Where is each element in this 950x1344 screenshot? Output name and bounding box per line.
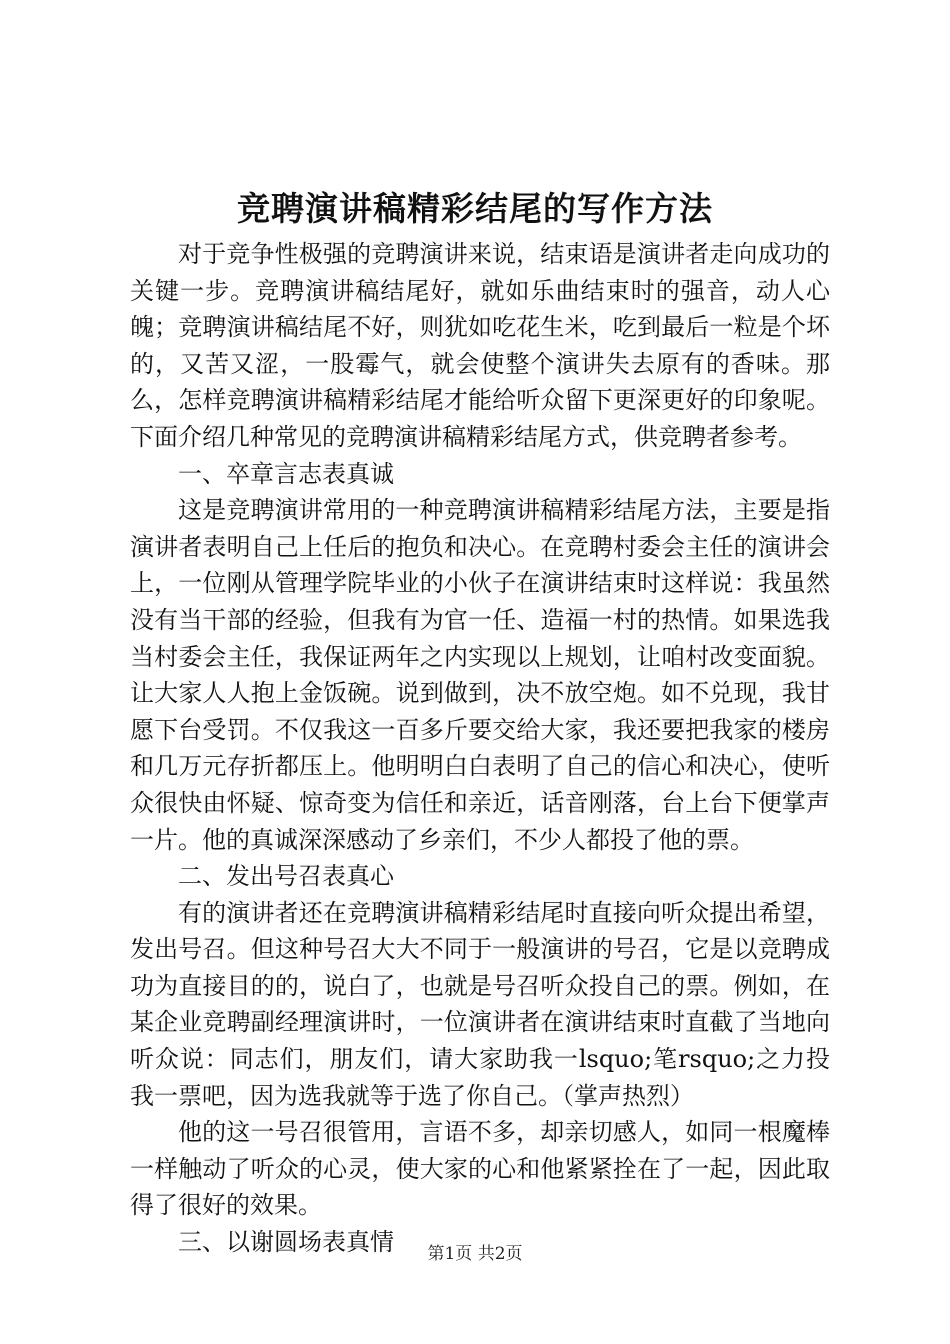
- paragraph-section-2: 有的演讲者还在竞聘演讲稿精彩结尾时直接向听众提出希望，发出号召。但这种号召大大不同于一般演讲的号召，它是以竞聘成功为直接目的的，说白了，也就是号召听众投自己的票。例如，在某企业竞聘副经理演讲时，一位演讲者在演讲结束时直截了当地向听众说：同志们，朋友们，请大家助我一lsquo;笔rsquo;之力投我一票吧，因为选我就等于选了你自己。（掌声热烈）: [130, 898, 830, 1110]
- document-title: 竞聘演讲稿精彩结尾的写作方法: [237, 189, 713, 228]
- paragraph-section-2-followup: 他的这一号召很管用，言语不多，却亲切感人，如同一根魔棒一样触动了听众的心灵，使大家的心和他紧紧拴在了一起，因此取得了很好的效果。: [130, 1118, 830, 1220]
- page-footer: 第1页 共2页: [427, 1244, 523, 1264]
- section-heading-2: 二、发出号召表真心: [178, 862, 394, 891]
- section-heading-1: 一、卒章言志表真诚: [178, 459, 394, 488]
- document-body: [130, 236, 830, 1261]
- paragraph-section-1: 这是竞聘演讲常用的一种竞聘演讲稿精彩结尾方法，主要是指演讲者表明自己上任后的抱负和决心。在竞聘村委会主任的演讲会上，一位刚从管理学院毕业的小伙子在演讲结束时这样说：我虽然没有当干部的经验，但我有为官一任、造福一村的热情。如果选我当村委会主任，我保证两年之内实现以上规划，让咱村改变面貌。让大家人人抱上金饭碗。说到做到，决不放空炮。如不兑现，我甘愿下台受罚。不仅我这一百多斤要交给大家，我还要把我家的楼房和几万元存折都压上。他明明白白表明了自己的信心和决心，使听众很快由怀疑、惊奇变为信任和亲近，话音刚落，台上台下便掌声一片。他的真诚深深感动了乡亲们，不少人都投了他的票。: [130, 496, 830, 854]
- paragraph-intro: 对于竞争性极强的竞聘演讲来说，结束语是演讲者走向成功的关键一步。竞聘演讲稿结尾好，就如乐曲结束时的强音，动人心魄；竞聘演讲稿结尾不好，则犹如吃花生米，吃到最后一粒是个坏的，又苦又涩，一股霉气，就会使整个演讲失去原有的香味。那么，怎样竞聘演讲稿精彩结尾才能给听众留下更深更好的印象呢。下面介绍几种常见的竞聘演讲稿精彩结尾方式，供竞聘者参考。: [130, 240, 830, 451]
- section-heading-3: 三、以谢圆场表真情: [178, 1228, 394, 1257]
